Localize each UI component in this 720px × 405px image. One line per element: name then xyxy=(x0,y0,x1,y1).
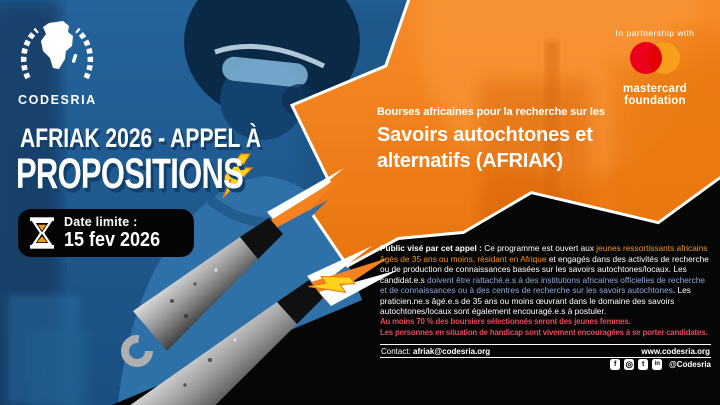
audience-eligibility-highlight: jeunes ressortissants africains âgés de 35 ans ou moins, résidant en Afrique xyxy=(380,243,708,264)
audience-paragraph xyxy=(380,243,712,317)
mastercard-logo-icon xyxy=(622,38,688,78)
deadline-chip xyxy=(18,209,194,257)
program-kicker: Bourses africaines pour la recherche sur les xyxy=(377,106,605,118)
emphasis-note xyxy=(380,317,707,339)
audience-intro: Ce programme est ouvert aux xyxy=(481,243,597,253)
partnership-block xyxy=(598,28,712,108)
contact-label: Contact: xyxy=(381,346,414,356)
audience-middle: et engagés dans des activités de recherche ou de production de connaissances basées sur les savoirs autochtones/locaux. Les candidat.e.s xyxy=(380,253,709,285)
program-header xyxy=(377,106,605,174)
mastercard-wordmark-line1: mastercard xyxy=(622,83,687,95)
facebook-icon[interactable]: f xyxy=(610,359,621,370)
program-name-line2: alternatifs (AFRIAK) xyxy=(377,150,564,172)
audience-end: . Les praticien.ne.s âgé.e.s de 35 ans ou moins œuvrant dans le domaine des savoirs autochtones/locaux sont également encouragé.e.s à postuler. xyxy=(380,285,691,316)
website-link[interactable]: www.codesria.org xyxy=(641,346,710,356)
mastercard-wordmark-line2: foundation xyxy=(624,95,686,108)
deadline-date: 15 fev 2026 xyxy=(64,228,161,251)
social-row xyxy=(380,359,711,370)
codesria-logo xyxy=(18,20,96,107)
audience-affiliation-highlight: doivent être rattaché.e.s à des institutions africaines officielles de recherche et de connaissances ou à des centres de recherche sur les savoirs autochtones xyxy=(380,274,705,295)
audience-lead: Public visé par cet appel : xyxy=(380,243,482,253)
linkedin-icon[interactable]: in xyxy=(652,359,663,370)
main-title-line2: PROPOSITIONS xyxy=(16,150,244,198)
deadline-label: Date limite : xyxy=(64,214,138,229)
contact-email[interactable]: afriak@codesria.org xyxy=(413,346,491,356)
brand-name: CODESRIA xyxy=(18,93,97,107)
emphasis-line1: Au moins 70 % des boursiers sélectionnés seront des jeunes femmes. xyxy=(380,317,631,326)
hourglass-icon xyxy=(30,217,54,249)
main-title-line1: AFRIAK 2026 - APPEL À xyxy=(20,123,262,153)
africa-laurel-icon xyxy=(18,20,96,86)
emphasis-line2: Les personnes en situation de handicap sont vivement encouragées à se porter candidates. xyxy=(380,327,708,337)
social-handle[interactable]: @Codesria xyxy=(668,359,711,369)
partnership-label: In partnership with xyxy=(615,28,695,38)
contact-line xyxy=(381,347,490,356)
program-name-line1: Savoirs autochtones et xyxy=(377,124,593,146)
twitter-icon[interactable]: t xyxy=(638,359,649,370)
instagram-icon[interactable]: ◎ xyxy=(625,359,633,369)
contact-bar xyxy=(380,344,711,358)
